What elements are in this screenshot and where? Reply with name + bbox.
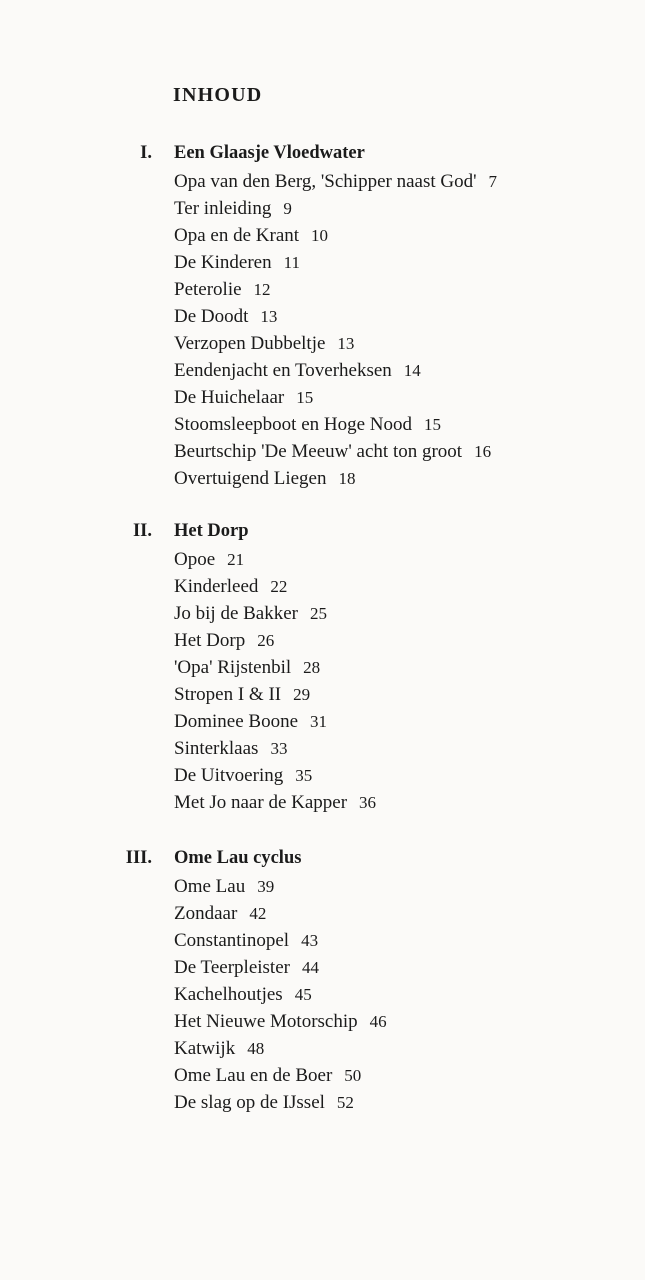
toc-entry — [174, 654, 376, 681]
entry-title: Met Jo naar de Kapper — [174, 792, 348, 813]
toc-entry — [174, 1062, 387, 1089]
entry-page-number: 22 — [270, 577, 288, 596]
entry-title: Opoe — [174, 549, 216, 570]
entry-page-number: 26 — [257, 631, 275, 650]
entry-page-number: 31 — [310, 712, 328, 731]
toc-entry — [174, 222, 497, 249]
entry-page-number: 48 — [247, 1039, 265, 1058]
entry-page-number: 12 — [253, 280, 271, 299]
entry-page-number: 44 — [301, 958, 319, 977]
section-number: III. — [125, 848, 152, 868]
toc-entry — [174, 573, 376, 600]
page-title: INHOUD — [173, 84, 263, 106]
entry-title: De Uitvoering — [174, 765, 284, 786]
toc-entry — [174, 168, 497, 195]
toc-entry — [174, 981, 387, 1008]
entry-title: Kinderleed — [174, 576, 259, 597]
toc-entry — [174, 789, 376, 816]
toc-entry — [174, 384, 497, 411]
entry-title: Opa en de Krant — [174, 225, 300, 246]
toc-entry — [174, 276, 497, 303]
toc-entry — [174, 195, 497, 222]
section-3-entries — [174, 873, 387, 1116]
entry-title: Peterolie — [174, 279, 242, 300]
entry-page-number: 16 — [474, 442, 492, 461]
section-number: I. — [140, 143, 152, 163]
toc-entry — [174, 873, 387, 900]
entry-title: Stoomsleepboot en Hoge Nood — [174, 414, 413, 435]
toc-entry — [174, 303, 497, 330]
toc-entry — [174, 465, 497, 492]
entry-page-number: 13 — [337, 334, 355, 353]
entry-page-number: 46 — [369, 1012, 387, 1031]
entry-page-number: 10 — [311, 226, 329, 245]
entry-title: De Huichelaar — [174, 387, 285, 408]
entry-title: De slag op de IJssel — [174, 1092, 325, 1113]
toc-entry — [174, 762, 376, 789]
entry-page-number: 15 — [296, 388, 314, 407]
section-title: Een Glaasje Vloedwater — [174, 143, 365, 163]
entry-page-number: 29 — [293, 685, 311, 704]
entry-page-number: 52 — [336, 1093, 354, 1112]
entry-title: De Doodt — [174, 306, 249, 327]
section-number: II. — [132, 521, 152, 541]
entry-title: Dominee Boone — [174, 711, 299, 732]
section-1-entries — [174, 168, 497, 492]
toc-entry — [174, 627, 376, 654]
toc-entry — [174, 411, 497, 438]
toc-entry — [174, 735, 376, 762]
toc-entry — [174, 927, 387, 954]
entry-page-number: 35 — [295, 766, 313, 785]
entry-title: Opa van den Berg, 'Schipper naast God' — [174, 171, 477, 192]
entry-page-number: 42 — [249, 904, 267, 923]
entry-title: Katwijk — [174, 1038, 236, 1059]
entry-page-number: 45 — [294, 985, 312, 1004]
entry-page-number: 18 — [338, 469, 356, 488]
toc-entry — [174, 600, 376, 627]
entry-title: Zondaar — [174, 903, 238, 924]
toc-entry — [174, 357, 497, 384]
entry-page-number: 15 — [424, 415, 442, 434]
entry-title: Ter inleiding — [174, 198, 272, 219]
entry-page-number: 43 — [301, 931, 319, 950]
toc-entry — [174, 954, 387, 981]
entry-title: Ome Lau — [174, 876, 246, 897]
entry-page-number: 39 — [257, 877, 275, 896]
entry-page-number: 11 — [283, 253, 300, 272]
toc-entry — [174, 546, 376, 573]
entry-page-number: 14 — [403, 361, 421, 380]
entry-title: Overtuigend Liegen — [174, 468, 327, 489]
toc-entry — [174, 438, 497, 465]
entry-page-number: 36 — [359, 793, 377, 812]
entry-title: Eendenjacht en Toverheksen — [174, 360, 392, 381]
entry-page-number: 7 — [488, 172, 498, 191]
toc-entry — [174, 708, 376, 735]
entry-title: Jo bij de Bakker — [174, 603, 299, 624]
toc-entry — [174, 1089, 387, 1116]
entry-title: Constantinopel — [174, 930, 290, 951]
section-2-entries — [174, 546, 376, 816]
toc-entry — [174, 249, 497, 276]
entry-title: De Kinderen — [174, 252, 272, 273]
entry-title: Verzopen Dubbeltje — [174, 333, 326, 354]
entry-page-number: 50 — [344, 1066, 362, 1085]
entry-title: Beurtschip 'De Meeuw' acht ton groot — [174, 441, 463, 462]
entry-title: 'Opa' Rijstenbil — [174, 657, 292, 678]
toc-entry — [174, 1035, 387, 1062]
entry-title: Stropen I & II — [174, 684, 282, 705]
entry-title: Kachelhoutjes — [174, 984, 283, 1005]
entry-title: De Teerpleister — [174, 957, 290, 978]
toc-entry — [174, 681, 376, 708]
toc-entry — [174, 330, 497, 357]
entry-page-number: 28 — [303, 658, 321, 677]
section-title: Het Dorp — [174, 521, 249, 541]
entry-page-number: 21 — [227, 550, 245, 569]
section-title: Ome Lau cyclus — [174, 848, 302, 868]
entry-title: Sinterklaas — [174, 738, 259, 759]
entry-page-number: 25 — [310, 604, 328, 623]
entry-page-number: 13 — [260, 307, 278, 326]
toc-entry — [174, 1008, 387, 1035]
toc-entry — [174, 900, 387, 927]
entry-title: Het Dorp — [174, 630, 246, 651]
entry-page-number: 9 — [283, 199, 292, 218]
entry-title: Ome Lau en de Boer — [174, 1065, 333, 1086]
entry-page-number: 33 — [270, 739, 288, 758]
entry-title: Het Nieuwe Motorschip — [174, 1011, 358, 1032]
